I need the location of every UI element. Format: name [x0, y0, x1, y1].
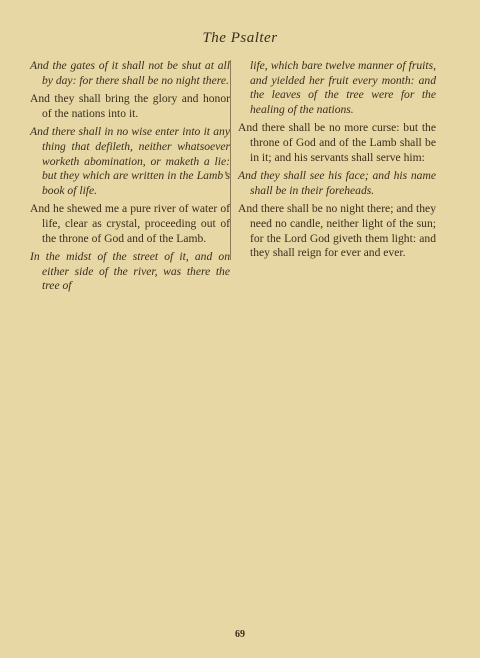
- verse: And they shall see his face; and his name shall be in their foreheads.: [238, 169, 436, 197]
- verse: And there shall in no wise enter into it any thing that defileth, neither whatsoever worketh abomination, or maketh a lie: but they which are written in the Lamb’s book of life.: [30, 125, 230, 197]
- verse-continuation: life, which bare twelve manner of fruits, and yielded her fruit every month: and the leaves of the tree were for the healing of the nations.: [250, 59, 436, 116]
- verse: And the gates of it shall not be shut at all by day: for there shall be no night there.: [30, 59, 230, 87]
- left-column: [30, 59, 230, 298]
- verse: And there shall be no more curse: but the throne of God and of the Lamb shall be in it; and his servants shall serve him:: [238, 121, 436, 164]
- verse: And he shewed me a pure river of water of life, clear as crystal, proceeding out of the throne of God and of the Lamb.: [30, 202, 230, 245]
- column-divider: [230, 60, 231, 260]
- verse: And they shall bring the glory and honor of the nations into it.: [30, 92, 230, 120]
- right-column: [238, 59, 436, 265]
- verse: In the midst of the street of it, and on either side of the river, was there the tree of: [30, 250, 230, 293]
- verse: And there shall be no night there; and they need no candle, neither light of the sun; for the Lord God giveth them light: and they shall reign for ever and ever.: [238, 202, 436, 260]
- running-header: The Psalter: [202, 30, 278, 46]
- page-number: 69: [235, 629, 245, 640]
